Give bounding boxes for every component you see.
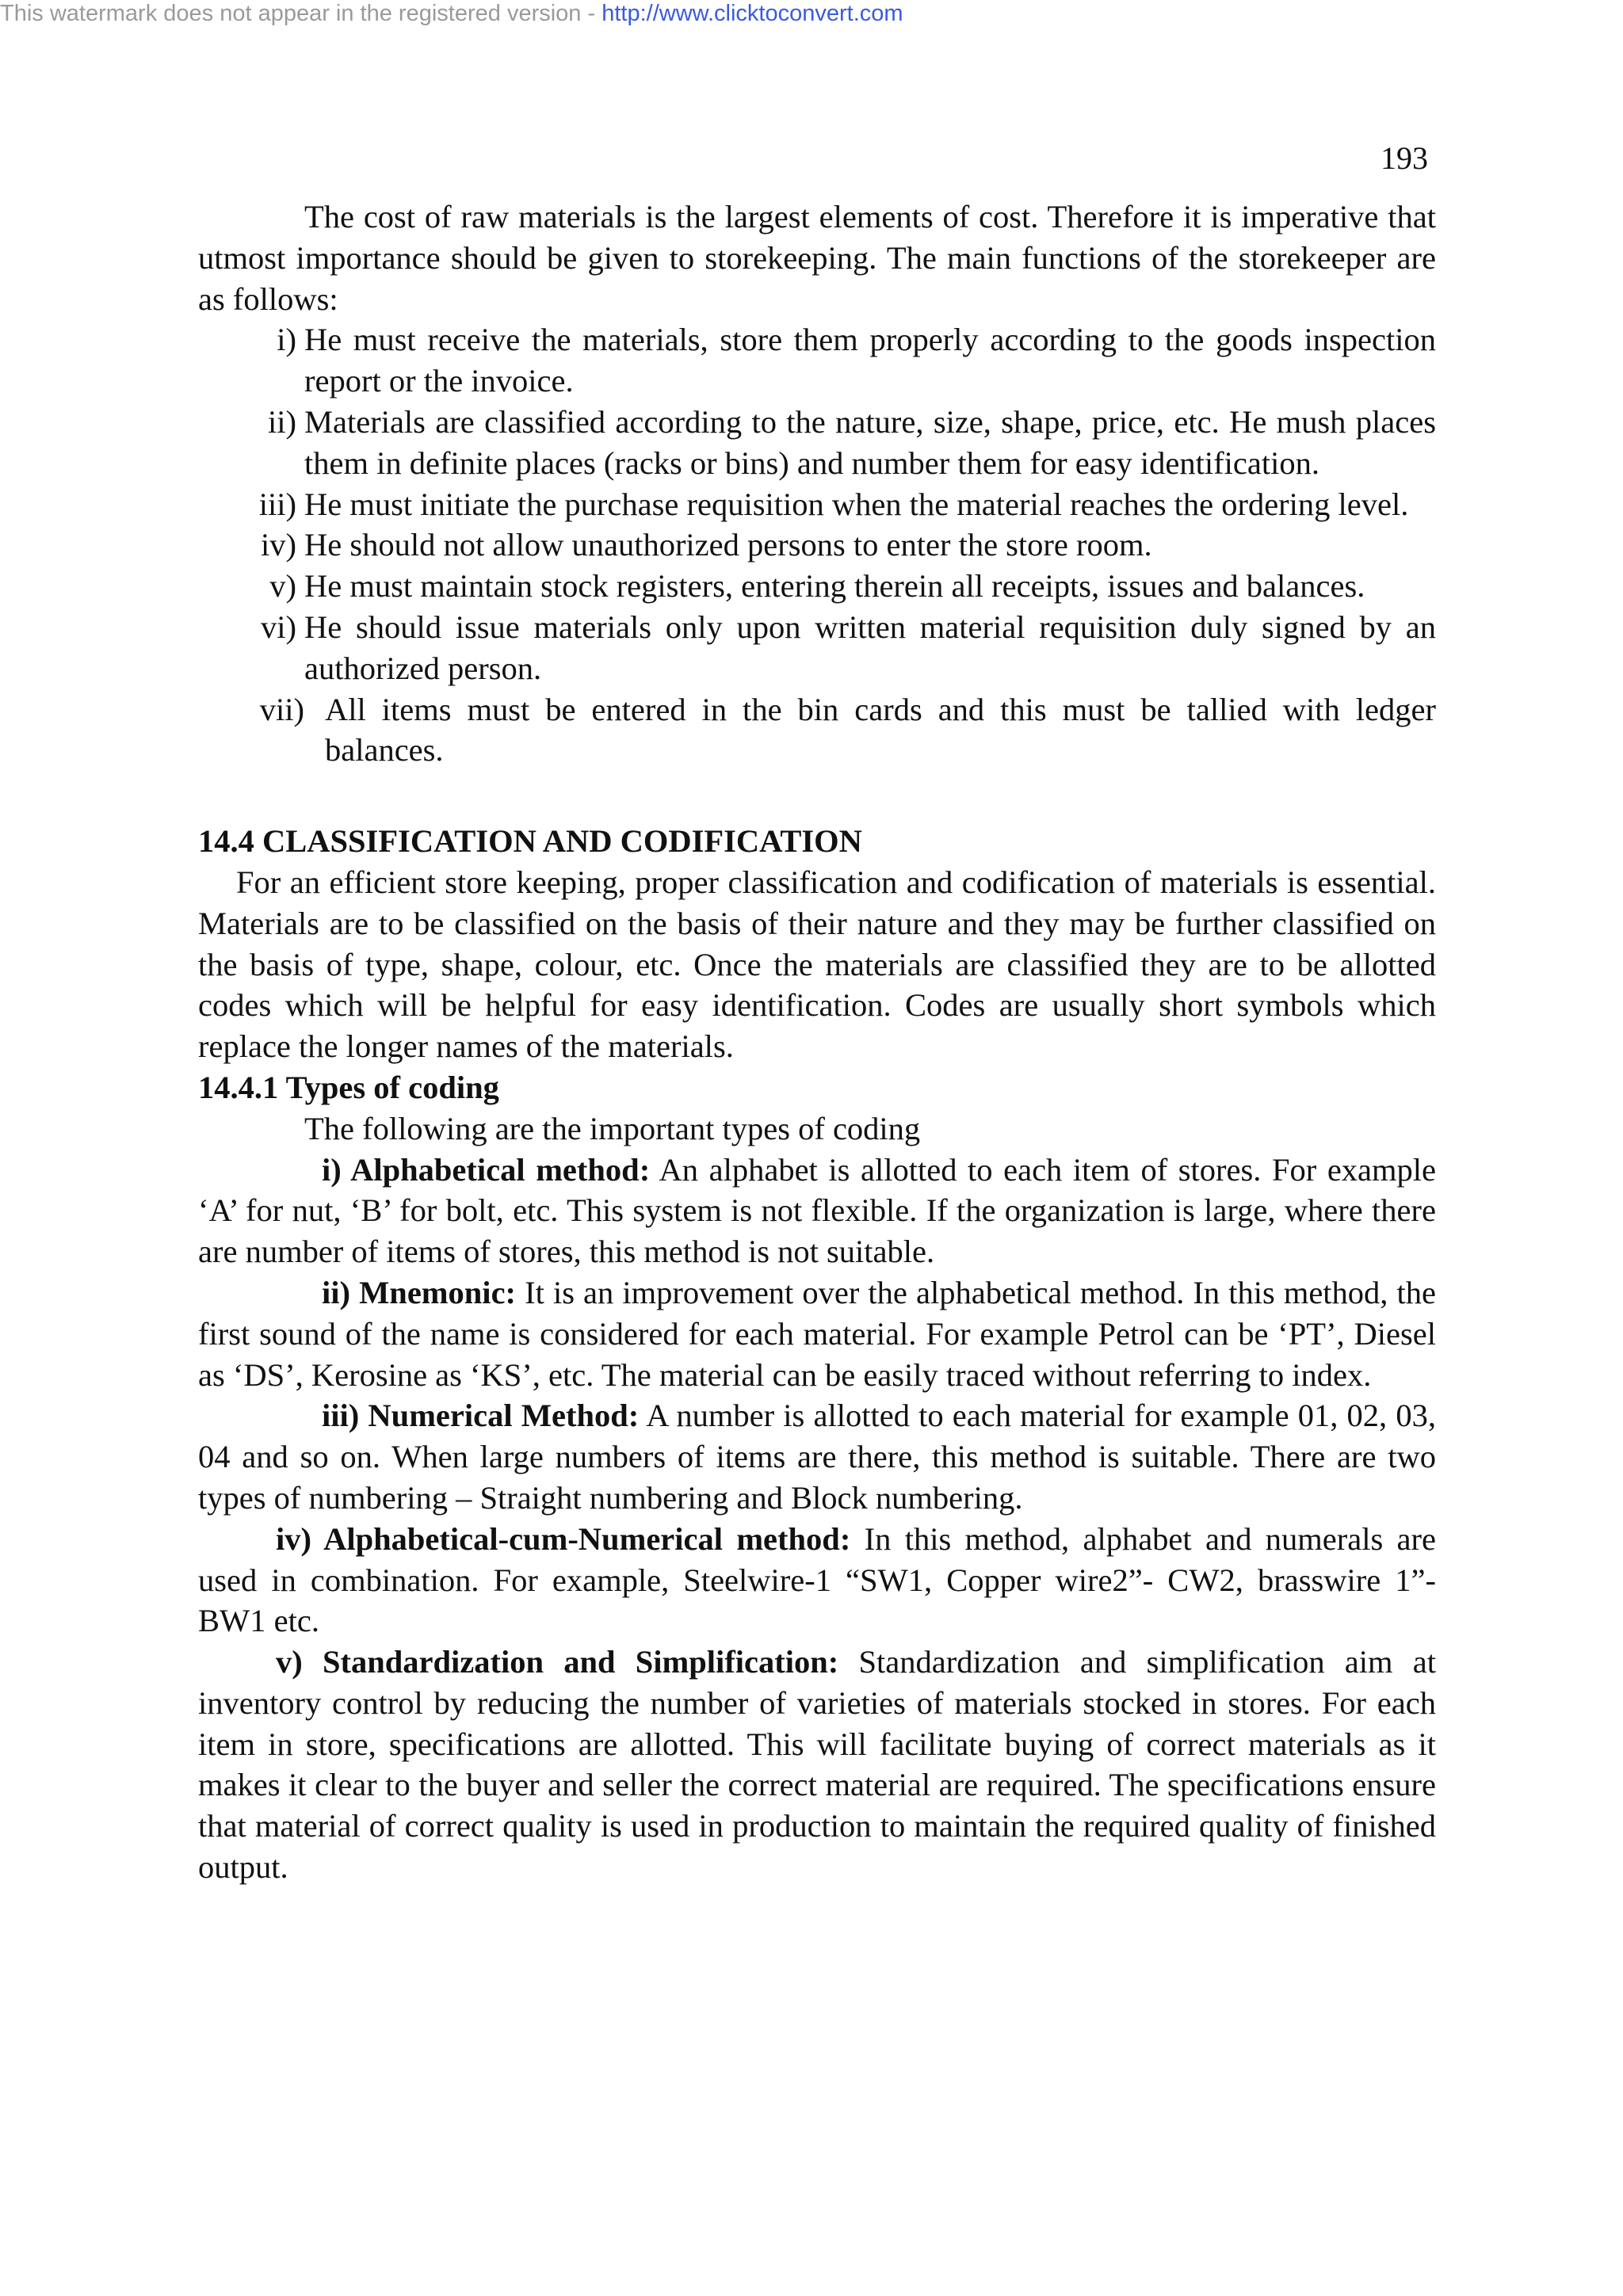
watermark-link[interactable]: http://www.clicktoconvert.com bbox=[601, 1, 903, 26]
coding-method-text: A number is allotted to each material for example 01, 02, 03, 04 and so on. When large numbers of items are there, this method is suitable. There are two types of numbering – Straight numbering and Block numbering. bbox=[198, 1398, 1436, 1516]
list-item-text: All items must be entered in the bin cards and this must be tallied with ledger balances. bbox=[325, 691, 1436, 769]
section-heading: 14.4 CLASSIFICATION AND CODIFICATION bbox=[198, 823, 862, 860]
coding-method-paragraph bbox=[198, 1519, 1436, 1642]
subsection-heading: 14.4.1 Types of coding bbox=[198, 1069, 499, 1105]
coding-method-label: iv) Alphabetical-cum-Numerical method: bbox=[276, 1520, 851, 1557]
list-item-text: He must maintain stock registers, entering therein all receipts, issues and balances. bbox=[304, 568, 1365, 605]
list-item-number: iv) bbox=[261, 527, 296, 563]
list-item-number: iii) bbox=[258, 486, 296, 522]
list-item-number: i) bbox=[277, 322, 296, 358]
intro-paragraph: The cost of raw materials is the largest elements of cost. Therefore it is imperative that utmost importance should be given to storekeeping. The main functions of the storekeeper are as follows: bbox=[198, 199, 1436, 317]
coding-method-label: ii) Mnemonic: bbox=[322, 1274, 517, 1310]
coding-method-paragraph bbox=[198, 1395, 1436, 1518]
page-content bbox=[198, 196, 1436, 1888]
list-item bbox=[198, 402, 1436, 484]
list-item-number: ii) bbox=[268, 403, 296, 440]
list-item-text: He must receive the materials, store them properly according to the goods inspection report or the invoice. bbox=[304, 322, 1436, 399]
list-item-text: He must initiate the purchase requisition when the material reaches the ordering level. bbox=[304, 486, 1409, 522]
list-item-number: vii) bbox=[259, 691, 304, 727]
coding-method-label: v) Standardization and Simplification: bbox=[276, 1644, 839, 1680]
coding-method-label: iii) Numerical Method: bbox=[322, 1398, 640, 1434]
list-item-text: He should issue materials only upon written material requisition duly signed by an authorized person. bbox=[304, 608, 1436, 686]
coding-method-text: Standardization and simplification aim at inventory control by reducing the number of varieties of materials stocked in stores. For each item in store, specifications are allotted. This will facilitate buying of correct materials as it makes it clear to the buyer and seller the correct material are required. The specifications ensure that material of correct quality is used in production to maintain the required quality of finished output. bbox=[198, 1644, 1436, 1886]
coding-method-text: In this method, alphabet and numerals are used in combination. For example, Steelwire-1 “SW1, Copper wire2”- CW2, brasswire 1”- BW1 etc. bbox=[198, 1520, 1436, 1639]
list-item bbox=[198, 484, 1436, 525]
list-item bbox=[198, 566, 1436, 607]
storekeeper-functions-list bbox=[198, 319, 1436, 771]
list-item bbox=[198, 319, 1436, 402]
coding-method-text: An alphabet is allotted to each item of stores. For example ‘A’ for nut, ‘B’ for bolt, etc. This system is not flexible. If the organization is large, where there are number of items of stores, this method is not suitable. bbox=[198, 1151, 1436, 1270]
page-number: 193 bbox=[1381, 140, 1428, 176]
list-item bbox=[198, 689, 1436, 772]
coding-method-label: i) Alphabetical method: bbox=[322, 1151, 651, 1188]
list-item-text: Materials are classified according to the nature, size, shape, price, etc. He mush places them in definite places (racks or bins) and number them for easy identification. bbox=[304, 403, 1436, 481]
watermark-banner bbox=[0, 0, 903, 27]
coding-method-paragraph bbox=[198, 1642, 1436, 1888]
list-item-number: vi) bbox=[261, 608, 296, 645]
subsection-intro: The following are the important types of coding bbox=[304, 1110, 921, 1146]
coding-method-paragraph bbox=[198, 1272, 1436, 1395]
coding-method-text: It is an improvement over the alphabetical method. In this method, the first sound of the name is considered for each material. For example Petrol can be ‘PT’, Diesel as ‘DS’, Kerosine as ‘KS’, etc. The material can be easily traced without referring to index. bbox=[198, 1274, 1436, 1393]
list-item-text: He should not allow unauthorized persons to enter the store room. bbox=[304, 527, 1152, 563]
section-paragraph: For an efficient store keeping, proper classification and codification of materials is essential. Materials are to be classified on the basis of their nature and they may be further classified on the basis of type, shape, colour, etc. Once the materials are classified they are to be allotted codes which will be helpful for easy identification. Codes are usually short symbols which replace the longer names of the materials. bbox=[198, 864, 1436, 1065]
watermark-text: This watermark does not appear in the registered version - bbox=[0, 1, 602, 26]
list-item bbox=[198, 524, 1436, 566]
coding-method-paragraph bbox=[198, 1150, 1436, 1272]
list-item bbox=[198, 607, 1436, 689]
list-item-number: v) bbox=[269, 568, 296, 605]
